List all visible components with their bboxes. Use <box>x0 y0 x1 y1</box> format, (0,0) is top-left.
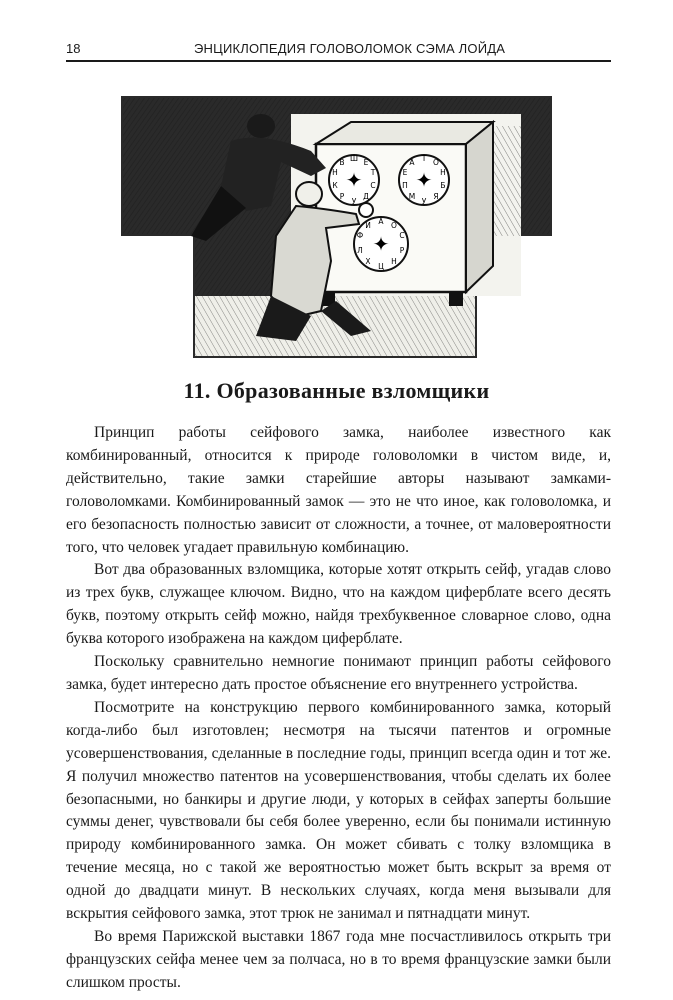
lock-knob <box>359 203 373 217</box>
dial-letter: К <box>332 181 338 190</box>
paragraph: Во время Парижской выставки 1867 года мне посчастливилось открыть три французских сейфа менее чем за полчаса, но в то время французские замки были слишком просты. <box>66 927 611 991</box>
dial-letter: Б <box>440 181 446 190</box>
svg-text:✦: ✦ <box>415 168 433 192</box>
dial-1 <box>329 154 379 206</box>
dial-letter: С <box>370 181 376 190</box>
dial-letter: Х <box>365 257 371 266</box>
dial-letter: У <box>421 197 427 206</box>
article-body <box>66 422 611 995</box>
dial-2 <box>399 154 449 206</box>
svg-text:✦: ✦ <box>345 168 363 192</box>
dial-letter: О <box>433 158 439 167</box>
paragraph: Вот два образованных взломщика, которые хотят открыть сейф, угадав слово из трех букв, служащее ключом. Видно, что на каждом циферблате всего десять букв, поэтому открыть сейф можно, найдя трехбуквенное словарное слово, одна буква которого изображена на каждом циферблате. <box>66 561 611 648</box>
running-header <box>66 38 611 62</box>
dial-3 <box>354 217 408 271</box>
article-title: 11. Образованные взломщики <box>183 378 490 403</box>
dial-letter: В <box>339 158 345 167</box>
dial-letter: Р <box>339 192 345 201</box>
dial-letter: Ш <box>349 154 359 163</box>
svg-text:✦: ✦ <box>372 232 390 256</box>
dial-letter: Н <box>391 257 397 266</box>
dial-letter: Т <box>421 154 427 163</box>
dial-letter: А <box>409 158 415 167</box>
dial-letter: Д <box>363 192 369 201</box>
dial-letter: Р <box>399 246 405 255</box>
page-number: 18 <box>66 41 81 56</box>
dial-letter: Т <box>370 168 376 177</box>
paragraph: Посмотрите на конструкцию первого комбинированного замка, который когда-либо был изготовлен; несмотря на тысячи патентов и огромные усовершенствования, сделанные в последние годы, принцип всегда один и тот же. Я получил множество патентов на усовершенствования, чтобы сделать их более безопасными, но банкиры и другие люди, у которых в сейфах заперты большие суммы денег, чувствовали бы себя более уверенно, если бы понимали истинную природу комбинированного замка. Он может сбивать с толку взломщика в течение месяца, но с такой же вероятностью может быть вскрыт за время от одной до двадцати минут. В нескольких случаях, когда меня вызывали для вскрытия сейфового замка, этот трюк не занимал и пятнадцати минут. <box>66 698 611 923</box>
dial-letter: Я <box>433 192 439 201</box>
dial-letter: Е <box>402 168 408 177</box>
dial-letter: М <box>408 192 416 201</box>
dial-letter: Ц <box>378 262 384 271</box>
dial-letter: Л <box>357 246 363 255</box>
dial-letter: А <box>378 217 384 226</box>
paragraph: Поскольку сравнительно немногие понимают принцип работы сейфового замка, будет интересно дать простое объяснение его внутреннего устройства. <box>66 653 611 693</box>
safe-crackers-illustration <box>121 96 552 358</box>
dial-letter: Н <box>332 168 338 177</box>
paragraph: Принцип работы сейфового замка, наиболее известного как комбинированный, относится к природе головоломки в чистом виде, и, действительно, такие замки старейшие авторы называют замками-головоломками. Комбинированный замок — это не что иное, как головоломка, и его безопасность полностью зависит от сложности, а точнее, от маловероятности того, что человек угадает правильную комбинацию. <box>66 424 611 556</box>
dial-letter: Ф <box>356 231 364 240</box>
dial-letter: П <box>402 181 408 190</box>
book-title: ЭНЦИКЛОПЕДИЯ ГОЛОВОЛОМОК СЭМА ЛОЙДА <box>194 41 506 56</box>
dial-letter: Н <box>440 168 446 177</box>
dial-letter: С <box>399 231 405 240</box>
dial-letter: О <box>391 221 397 230</box>
dial-letter: Е <box>363 158 369 167</box>
dial-letter: У <box>351 197 357 206</box>
dial-letter: И <box>365 221 371 230</box>
